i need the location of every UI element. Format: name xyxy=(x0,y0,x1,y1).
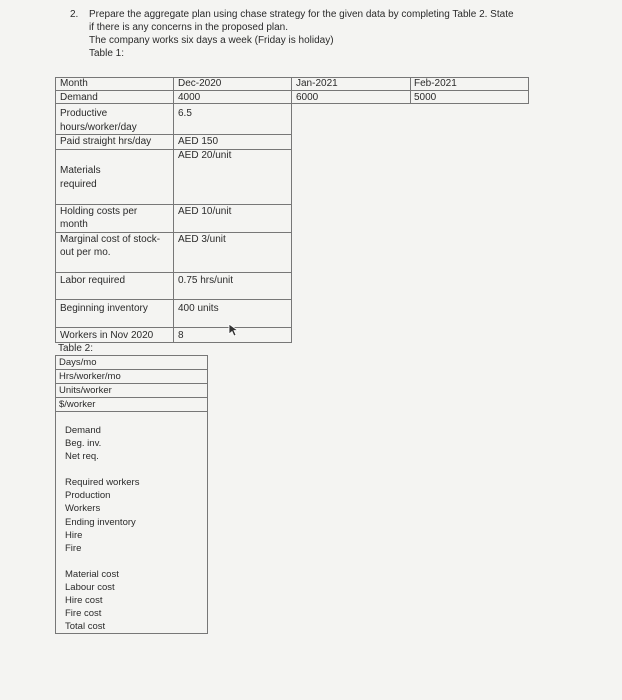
labor-label: Labor required xyxy=(60,275,126,286)
table2-caption: Table 2: xyxy=(58,343,94,354)
t2-hire-cost: Hire cost xyxy=(65,595,103,606)
demand-feb: 5000 xyxy=(414,92,437,103)
table1-col-divider xyxy=(291,77,292,343)
t2-demand: Demand xyxy=(65,425,101,436)
marginal-label-2: out per mo. xyxy=(60,247,111,258)
table-1 xyxy=(55,77,529,343)
t2-hrs-per-worker: Hrs/worker/mo xyxy=(59,371,121,382)
t2-labour-cost: Labour cost xyxy=(65,582,115,593)
t2-fire: Fire xyxy=(65,543,82,554)
mouse-cursor-icon xyxy=(228,323,240,342)
header-feb-2021: Feb-2021 xyxy=(414,78,457,89)
table1-border-right xyxy=(528,77,529,104)
beginning-value: 400 units xyxy=(178,303,219,314)
table2-rule xyxy=(55,411,208,412)
t2-production: Production xyxy=(65,490,111,501)
t2-hire: Hire xyxy=(65,530,83,541)
beginning-label: Beginning inventory xyxy=(60,303,148,314)
question-block xyxy=(70,8,550,60)
holding-value: AED 10/unit xyxy=(178,206,232,217)
table1-rule xyxy=(55,103,529,104)
table1-border-left xyxy=(55,77,56,343)
table1-col-divider xyxy=(173,77,174,343)
t2-ending-inventory: Ending inventory xyxy=(65,517,136,528)
header-dec-2020: Dec-2020 xyxy=(178,78,222,89)
t2-workers: Workers xyxy=(65,503,101,514)
holding-label-1: Holding costs per xyxy=(60,206,138,217)
t2-beg-inv: Beg. inv. xyxy=(65,438,102,449)
t2-required-workers: Required workers xyxy=(65,477,140,488)
productive-label-2: hours/worker/day xyxy=(60,122,137,133)
question-number: 2. xyxy=(70,9,79,20)
paid-value-2: AED 20/unit xyxy=(178,150,232,161)
labor-value: 0.75 hrs/unit xyxy=(178,275,234,286)
table-2 xyxy=(55,355,208,634)
t2-fire-cost: Fire cost xyxy=(65,608,102,619)
header-jan-2021: Jan-2021 xyxy=(296,78,338,89)
table1-col-divider xyxy=(410,77,411,104)
question-line-3: The company works six days a week (Friday is holiday) xyxy=(89,35,334,46)
header-month: Month xyxy=(60,78,88,89)
t2-cost-per-worker: $/worker xyxy=(59,399,96,410)
marginal-label-1: Marginal cost of stock- xyxy=(60,234,161,245)
marginal-value: AED 3/unit xyxy=(178,234,226,245)
t2-material-cost: Material cost xyxy=(65,569,119,580)
question-line-2: if there is any concerns in the proposed plan. xyxy=(89,22,289,33)
question-line-1: Prepare the aggregate plan using chase strategy for the given data by completing Table 2. State xyxy=(89,9,514,20)
demand-jan: 6000 xyxy=(296,92,319,103)
holding-label-2: month xyxy=(60,219,88,230)
t2-total-cost: Total cost xyxy=(65,621,106,632)
t2-days-per-month: Days/mo xyxy=(59,357,97,368)
table1-caption: Table 1: xyxy=(89,48,125,59)
demand-dec: 4000 xyxy=(178,92,201,103)
paid-label: Paid straight hrs/day xyxy=(60,136,152,147)
paid-value-1: AED 150 xyxy=(178,136,219,147)
table1-border-top xyxy=(55,77,529,78)
workers-label: Workers in Nov 2020 xyxy=(60,330,154,341)
table1-rule xyxy=(55,90,529,91)
table2-border-bottom xyxy=(55,633,208,634)
materials-label-2: required xyxy=(60,179,97,190)
demand-label: Demand xyxy=(60,92,98,103)
workers-value: 8 xyxy=(178,330,184,341)
productive-value: 6.5 xyxy=(178,108,192,119)
t2-units-per-worker: Units/worker xyxy=(59,385,112,396)
productive-label-1: Productive xyxy=(60,108,108,119)
t2-net-req: Net req. xyxy=(65,451,99,462)
materials-label-1: Materials xyxy=(60,165,101,176)
